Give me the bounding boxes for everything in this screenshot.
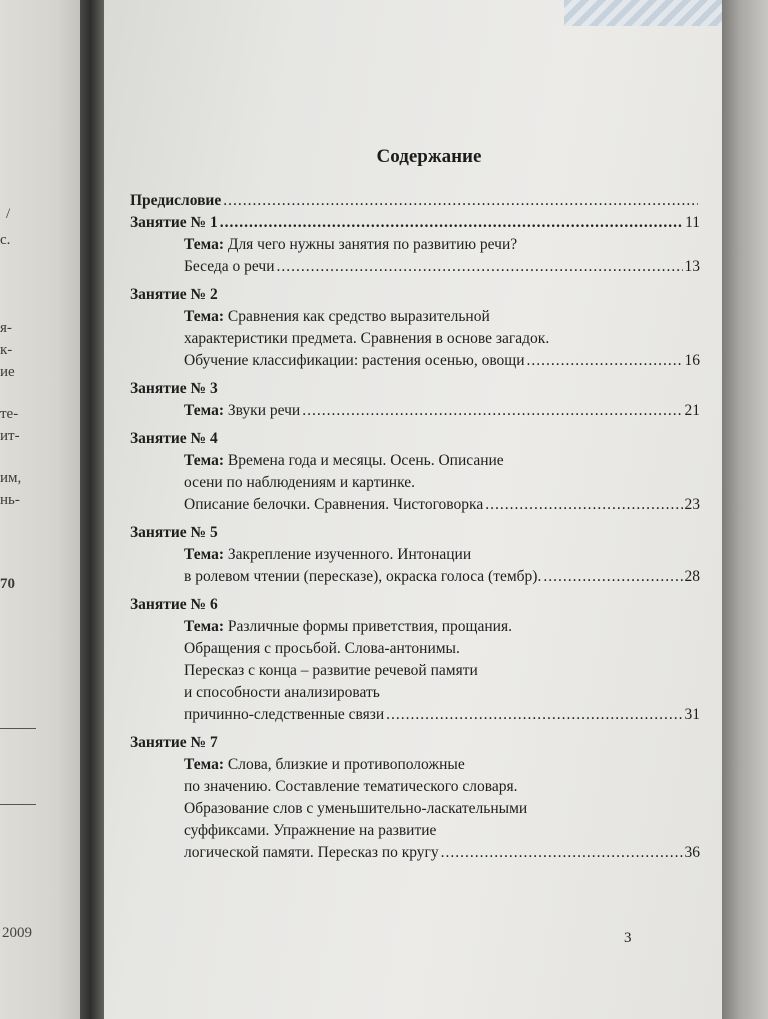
left-fragment: к- — [0, 342, 13, 358]
lesson-topic — [130, 400, 700, 422]
topic-page: 36 — [684, 844, 700, 861]
topic-line: Обращения с просьбой. Слова-антонимы. — [184, 640, 460, 657]
dot-leader — [441, 842, 683, 864]
left-rule — [0, 804, 36, 805]
topic-line: Обучение классификации: растения осенью, овощи — [184, 352, 525, 369]
toc-preface — [130, 190, 700, 212]
left-fragment: ие — [0, 364, 15, 380]
topic-page: 21 — [684, 402, 700, 419]
left-fragment: я- — [0, 320, 12, 336]
topic-page: 28 — [684, 568, 700, 585]
topic-line: суффиксами. Упражнение на развитие — [184, 822, 437, 839]
topic-page: 16 — [684, 352, 700, 369]
dot-leader — [543, 566, 682, 588]
dot-leader — [485, 494, 682, 516]
left-page — [0, 0, 80, 1019]
book-page — [104, 0, 724, 1019]
lesson-heading: Занятие № 6 — [130, 596, 218, 613]
left-fragment: нь- — [0, 492, 20, 508]
lesson-topic — [130, 754, 700, 864]
topic-label: Тема: — [184, 546, 224, 563]
topic-line: по значению. Составление тематического словаря. — [184, 778, 518, 795]
left-fragment: / — [6, 206, 11, 222]
topic-page: 23 — [684, 496, 700, 513]
lesson-heading: Занятие № 2 — [130, 286, 218, 303]
dot-leader — [223, 190, 698, 212]
topic-line: Времена года и месяцы. Осень. Описание — [227, 452, 504, 469]
topic-line: Беседа о речи — [184, 258, 275, 275]
left-fragment: ит- — [0, 428, 20, 444]
dot-leader — [386, 704, 682, 726]
topic-label: Тема: — [184, 236, 224, 253]
topic-line: в ролевом чтении (пересказе), окраска голоса (тембр). — [184, 568, 542, 585]
topic-label: Тема: — [184, 452, 224, 469]
topic-line: характеристики предмета. Сравнения в основе загадок. — [184, 330, 550, 347]
table-of-contents — [130, 190, 700, 864]
page-edge — [722, 0, 768, 1019]
lesson-topic — [130, 450, 700, 516]
topic-line: Слова, близкие и противоположные — [227, 756, 465, 773]
topic-line: Различные формы приветствия, прощания. — [227, 618, 512, 635]
lesson-heading: Занятие № 3 — [130, 380, 218, 397]
dot-leader — [302, 400, 682, 422]
topic-line: Пересказ с конца – развитие речевой памяти — [184, 662, 478, 679]
left-fragment: им, — [0, 470, 22, 486]
lesson-topic — [130, 306, 700, 372]
lesson-page: 11 — [685, 214, 700, 231]
page-number: 3 — [624, 930, 632, 946]
topic-page: 13 — [684, 258, 700, 275]
lesson-heading — [130, 212, 700, 234]
dot-leader — [527, 350, 683, 372]
topic-label: Тема: — [184, 618, 224, 635]
topic-line: Сравнения как средство выразительной — [227, 308, 490, 325]
topic-page: 31 — [684, 706, 700, 723]
dot-leader — [277, 256, 683, 278]
topic-label: Тема: — [184, 756, 224, 773]
left-fragment: с. — [0, 232, 11, 248]
lesson-heading: Занятие № 7 — [130, 734, 218, 751]
topic-line: осени по наблюдениям и картинке. — [184, 474, 415, 491]
topic-line: Описание белочки. Сравнения. Чистоговорка — [184, 496, 484, 513]
dot-leader — [220, 212, 683, 234]
topic-label: Тема: — [184, 308, 224, 325]
topic-line: и способности анализировать — [184, 684, 380, 701]
lesson-topic — [130, 544, 700, 588]
topic-line: Звуки речи — [227, 402, 301, 419]
topic-line: Для чего нужны занятия по развитию речи? — [227, 236, 518, 253]
preface-label: Предисловие — [130, 192, 222, 209]
lesson-topic — [130, 616, 700, 726]
lesson-heading: Занятие № 4 — [130, 430, 218, 447]
book-spine — [80, 0, 106, 1019]
left-fragment: те- — [0, 406, 19, 422]
lesson-title: Занятие № 1 — [130, 214, 218, 231]
background-pattern — [564, 0, 724, 26]
left-rule — [0, 728, 36, 729]
lesson-topic — [130, 234, 700, 278]
left-year: 2009 — [2, 925, 32, 941]
left-fragment: 70 — [0, 576, 15, 592]
toc-title: Содержание — [376, 146, 482, 167]
topic-line: логической памяти. Пересказ по кругу — [184, 844, 439, 861]
lesson-heading: Занятие № 5 — [130, 524, 218, 541]
topic-label: Тема: — [184, 402, 224, 419]
topic-line: Закрепление изученного. Интонации — [227, 546, 472, 563]
topic-line: Образование слов с уменьшительно-ласкательными — [184, 800, 528, 817]
topic-line: причинно-следственные связи — [184, 706, 385, 723]
